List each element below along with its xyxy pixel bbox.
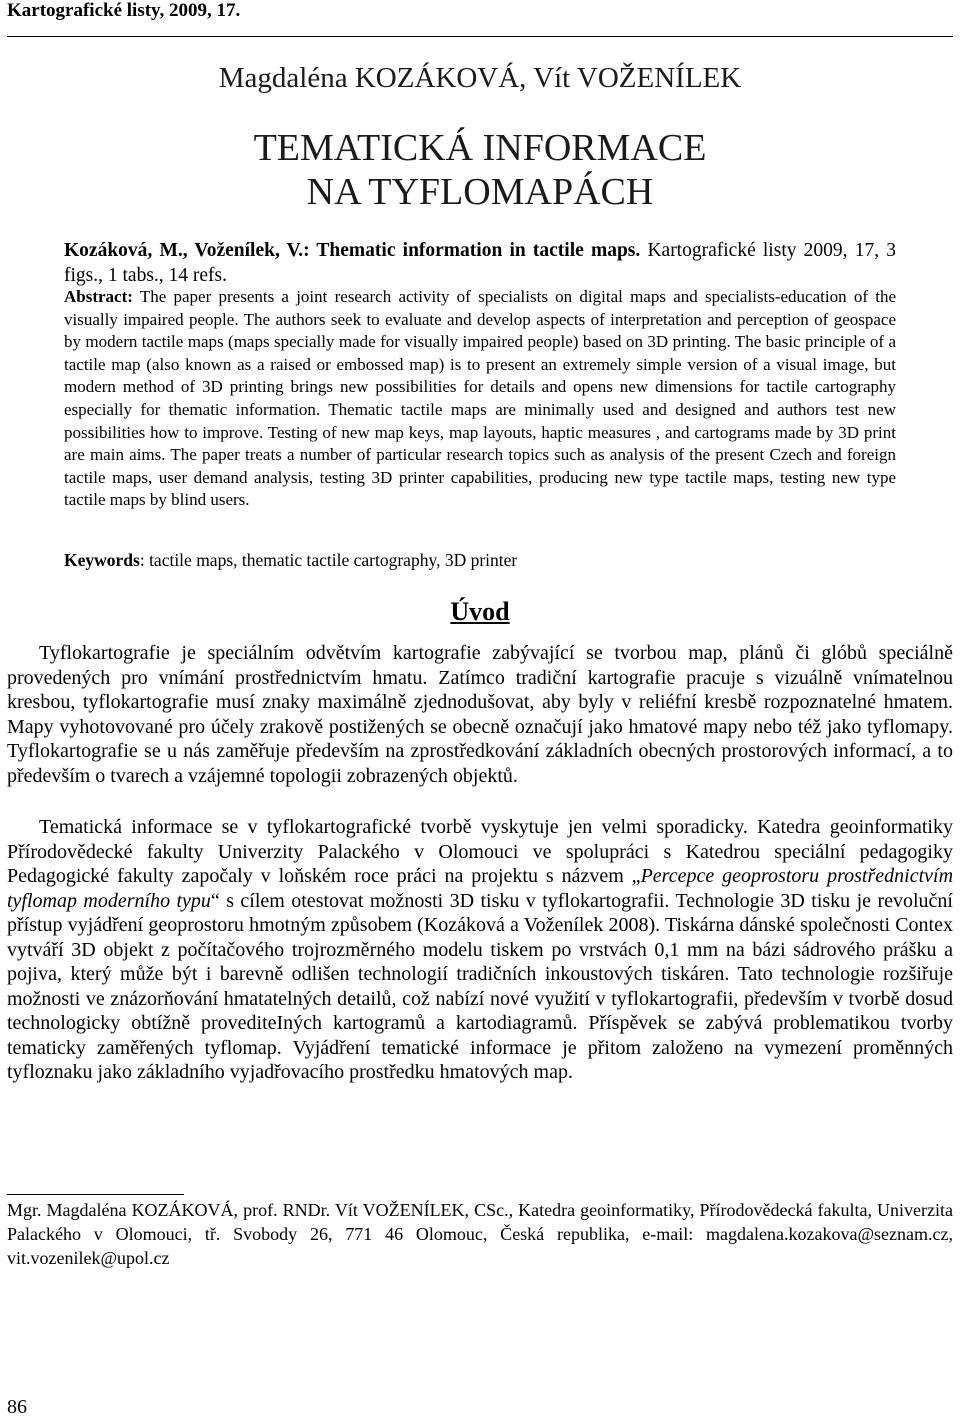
paragraph-2 bbox=[7, 815, 953, 1085]
header-divider bbox=[7, 36, 953, 37]
author-affiliation-footnote: Mgr. Magdaléna KOZÁKOVÁ, prof. RNDr. Vít VOŽENÍLEK, CSc., Katedra geoinformatiky, Přírodovědecká fakulta, Univerzita Palackého v Olomouci, tř. Svobody 26, 771 46 Olomouc, Česká republika, e-mail: magdalena.kozakova@seznam.cz, vit.vozenilek@upol.cz bbox=[7, 1200, 953, 1268]
title-line-1: TEMATICKÁ INFORMACE bbox=[253, 127, 707, 169]
paragraph-2-text-b: “ s cílem otestovat možnosti 3D tisku v tyflokartografii. Technologie 3D tisku je revoluční přístup vyjádření geoprostoru hmotným způsobem (Kozáková a Voženílek 2008). Tiskárna dánské společnosti Contex vytváří 3D objekt z počítačového trojrozměrného modelu tiskem po vrstvách 0,1 mm na bázi sádrového prášku a pojiva, který může být i barevně odlišen technologií tradičních inkoustových tiskáren. Tato technologie rozšiřuje možnosti ve znázorňování hmatatelných detailů, což nabízí nové využití v tyflokartografii, především v tvorbě dosud technologicky obtížně provediteIných kartogramů a kartodiagramů. Příspěvek se zabývá problematikou tvorby tematicky zaměřených tyflomap. Vyjádření tematické informace je přitom založeno na vymezení proměnných tyfloznaku jako základního vyjadřovacího prostředku hmatových map. bbox=[7, 889, 953, 1083]
citation bbox=[64, 238, 896, 288]
abstract bbox=[64, 286, 896, 512]
journal-header: Kartografické listy, 2009, 17. bbox=[7, 0, 241, 21]
paragraph-1-text: Tyflokartografie je speciálním odvětvím kartografie zabývající se tvorbou map, plánů či glóbů speciálně provedených pro vnímání prostřednictvím hmatu. Zatímco tradiční kartografie pracuje s vizuálně vnímatelnou kresbou, tyflokartografie musí znaky maximálně zjednodušovat, aby byly v reliéfní kresbě rozpoznatelné hmatem. Mapy vyhotovované pro účely zrakově postižených se obecně označují jako hmatové mapy nebo též jako tyflomapy. Tyflokartografie se u nás zaměřuje především na zprostředkování základních obecných prostorových informací, a to především o tvarech a vzájemné topologii zobrazených objektů. bbox=[7, 642, 953, 787]
title-line-2: NA TYFLOMAPÁCH bbox=[306, 171, 654, 213]
project-title: Percepce geoprostoru prostřednictvím tyflomap moderního typu bbox=[7, 865, 954, 912]
article-authors: Magdaléna KOZÁKOVÁ, Vít VOŽENÍLEK bbox=[218, 62, 742, 94]
paragraph-1 bbox=[7, 641, 953, 788]
keywords bbox=[64, 550, 896, 571]
paragraph-2-text-a: Tematická informace se v tyflokartografické tvorbě vyskytuje jen velmi sporadicky. Katedra geoinformatiky Přírodovědecké fakulty Univerzity Palackého v Olomouci ve spolupráci s Katedrou speciální pedagogiky Pedagogické fakulty započaly v loňském roce práci na projektu s názvem „ bbox=[7, 816, 953, 887]
page-number: 86 bbox=[7, 1396, 27, 1418]
article-title bbox=[0, 126, 960, 214]
abstract-label: Abstract: bbox=[64, 287, 133, 306]
abstract-text: The paper presents a joint research activity of specialists on digital maps and specialists-education of the visually impaired people. The authors seek to evaluate and develop aspects of interpretation and perception of geospace by modern tactile maps (maps specially made for visually impaired people) based on 3D printing. The basic principle of a tactile map (also known as a raised or embossed map) is to present an extremely simple version of a visual image, but modern method of 3D printing brings new possibilities for details and opens new dimensions for tactile cartography especially for thematic information. Thematic tactile maps are minimally used and designed and authors test new possibilities how to improve. Testing of new map keys, map layouts, haptic measures , and cartograms made by 3D print are main aims. The paper treats a number of particular research topics such as analysis of the present Czech and foreign tactile maps, user demand analysis, testing 3D printer capabilities, producing new type tactile maps, testing new type tactile maps by blind users. bbox=[64, 287, 896, 510]
citation-bold: Kozáková, M., Voženílek, V.: Thematic information in tactile maps. bbox=[64, 240, 641, 261]
section-heading-text: Úvod bbox=[450, 597, 510, 626]
citation-rest: Kartografické listy 2009, 17, 3 figs., 1 tabs., 14 refs. bbox=[64, 240, 896, 286]
keywords-label: Keywords bbox=[64, 550, 140, 570]
section-heading bbox=[0, 597, 960, 627]
footnote-divider bbox=[7, 1194, 184, 1195]
keywords-text: : tactile maps, thematic tactile cartography, 3D printer bbox=[139, 550, 518, 570]
